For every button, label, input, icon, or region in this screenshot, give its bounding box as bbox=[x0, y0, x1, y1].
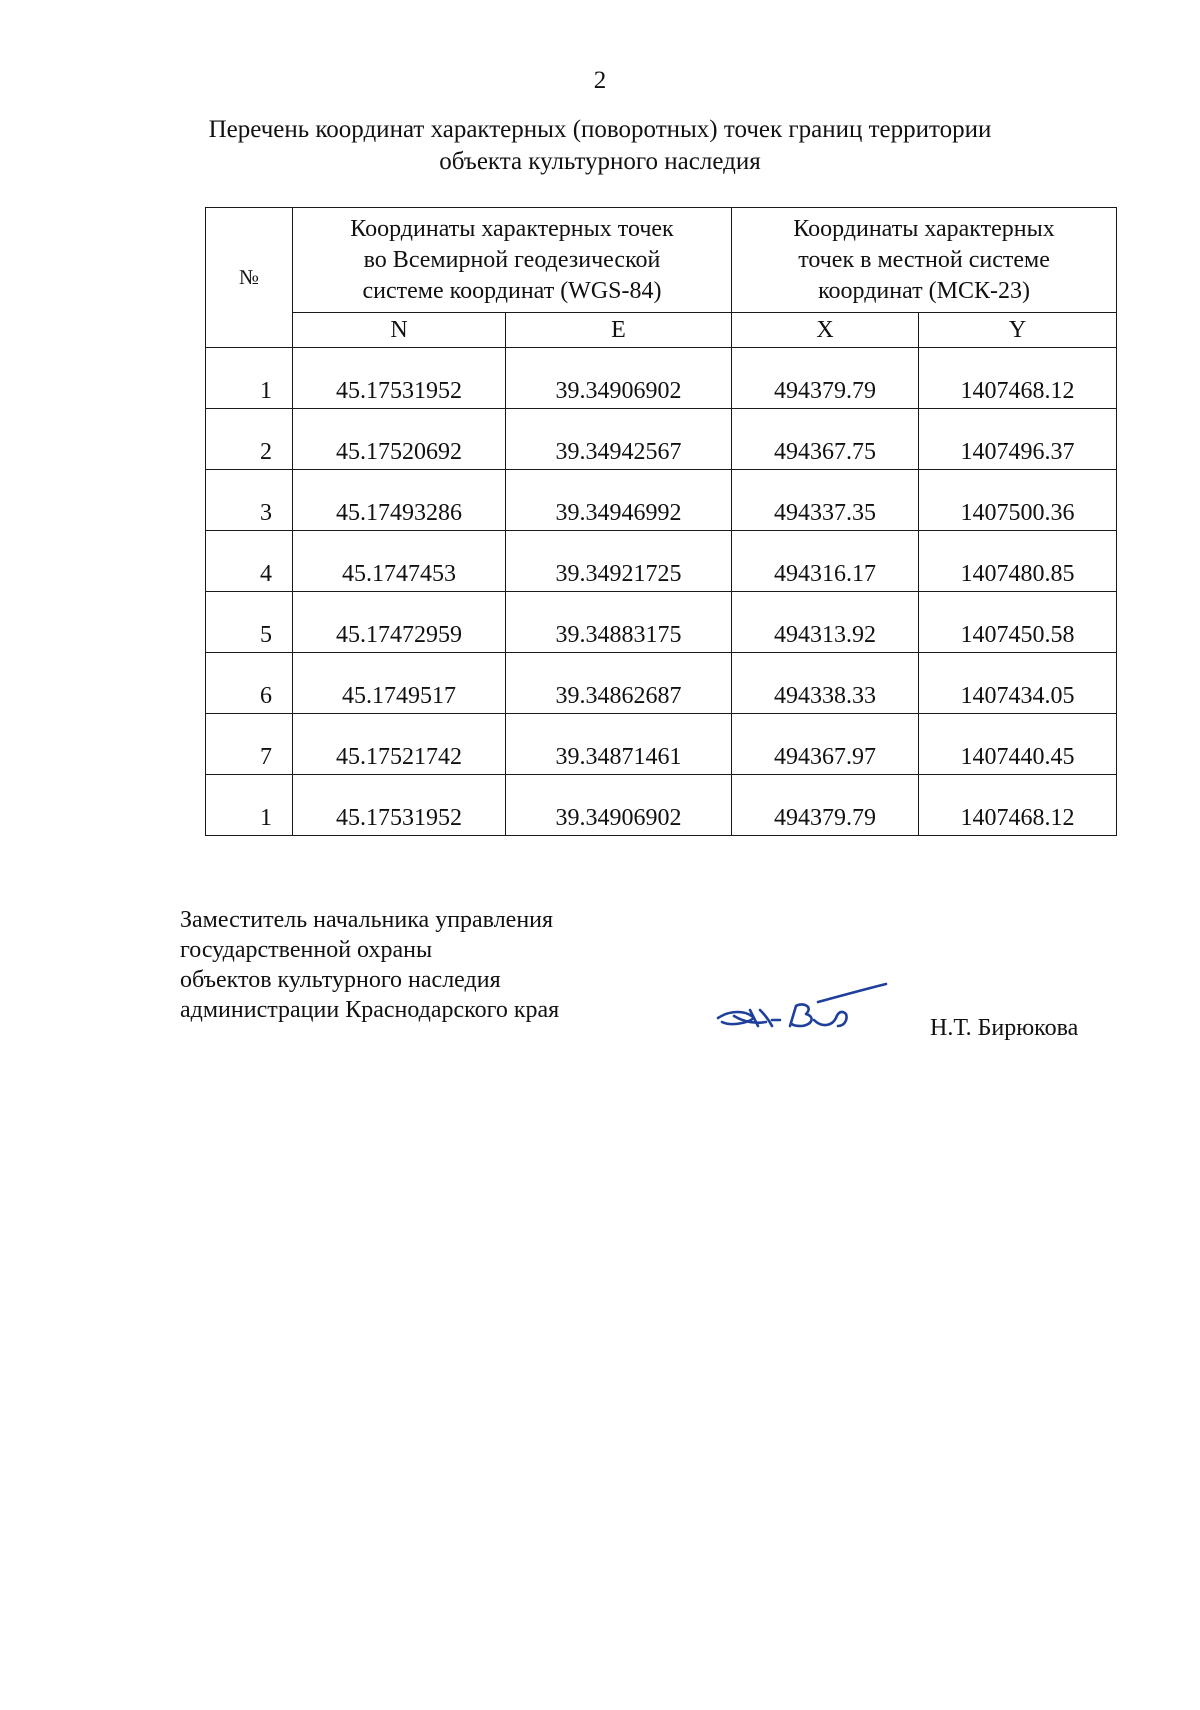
cell-x: 494367.75 bbox=[732, 409, 919, 470]
cell-n: 45.1747453 bbox=[293, 531, 506, 592]
coordinates-table bbox=[205, 207, 1117, 836]
cell-n: 45.17531952 bbox=[293, 348, 506, 409]
header-number: № bbox=[206, 208, 293, 348]
signer-name: Н.Т. Бирюкова bbox=[930, 1015, 1079, 1041]
cell-x: 494379.79 bbox=[732, 348, 919, 409]
document-title bbox=[150, 114, 1050, 178]
cell-e: 39.34906902 bbox=[506, 775, 732, 836]
title-line-1: Перечень координат характерных (поворотных) точек границ территории bbox=[208, 116, 992, 143]
cell-y: 1407468.12 bbox=[919, 775, 1117, 836]
header-wgs84-line-1: Координаты характерных точек bbox=[350, 215, 674, 242]
table-row bbox=[206, 531, 1117, 592]
cell-x: 494337.35 bbox=[732, 470, 919, 531]
cell-e: 39.34921725 bbox=[506, 531, 732, 592]
cell-y: 1407496.37 bbox=[919, 409, 1117, 470]
signature-stroke-1 bbox=[718, 1012, 766, 1024]
table-row bbox=[206, 775, 1117, 836]
cell-point-number: 2 bbox=[206, 409, 293, 470]
subheader-y: Y bbox=[919, 313, 1117, 348]
cell-e: 39.34946992 bbox=[506, 470, 732, 531]
subheader-x: X bbox=[732, 313, 919, 348]
header-msk23-line-1: Координаты характерных bbox=[793, 215, 1055, 242]
handwritten-signature bbox=[710, 980, 890, 1040]
table-row bbox=[206, 653, 1117, 714]
cell-point-number: 3 bbox=[206, 470, 293, 531]
table-row bbox=[206, 348, 1117, 409]
cell-x: 494379.79 bbox=[732, 775, 919, 836]
signatory-position bbox=[180, 905, 700, 1025]
position-line-1: Заместитель начальника управления bbox=[180, 907, 554, 933]
cell-e: 39.34871461 bbox=[506, 714, 732, 775]
cell-y: 1407434.05 bbox=[919, 653, 1117, 714]
table-row bbox=[206, 409, 1117, 470]
position-line-4: администрации Краснодарского края bbox=[180, 997, 560, 1023]
header-msk23 bbox=[732, 208, 1117, 313]
cell-e: 39.34883175 bbox=[506, 592, 732, 653]
signature-stroke-4 bbox=[790, 1004, 812, 1026]
cell-y: 1407440.45 bbox=[919, 714, 1117, 775]
cell-point-number: 6 bbox=[206, 653, 293, 714]
cell-n: 45.17531952 bbox=[293, 775, 506, 836]
subheader-n: N bbox=[293, 313, 506, 348]
cell-x: 494316.17 bbox=[732, 531, 919, 592]
header-wgs84 bbox=[293, 208, 732, 313]
cell-y: 1407500.36 bbox=[919, 470, 1117, 531]
cell-y: 1407480.85 bbox=[919, 531, 1117, 592]
table-row bbox=[206, 470, 1117, 531]
cell-point-number: 5 bbox=[206, 592, 293, 653]
header-wgs84-line-3: системе координат (WGS-84) bbox=[362, 277, 662, 304]
position-line-2: государственной охраны bbox=[180, 937, 433, 963]
cell-point-number: 1 bbox=[206, 348, 293, 409]
position-line-3: объектов культурного наследия bbox=[180, 967, 501, 993]
cell-n: 45.1749517 bbox=[293, 653, 506, 714]
table-row bbox=[206, 592, 1117, 653]
cell-point-number: 7 bbox=[206, 714, 293, 775]
signature-stroke-5 bbox=[814, 1012, 847, 1026]
cell-n: 45.17472959 bbox=[293, 592, 506, 653]
cell-x: 494338.33 bbox=[732, 653, 919, 714]
cell-n: 45.17493286 bbox=[293, 470, 506, 531]
cell-x: 494313.92 bbox=[732, 592, 919, 653]
cell-x: 494367.97 bbox=[732, 714, 919, 775]
header-msk23-line-3: координат (МСК-23) bbox=[818, 277, 1030, 304]
signature-stroke-6 bbox=[818, 984, 886, 1002]
cell-e: 39.34942567 bbox=[506, 409, 732, 470]
cell-e: 39.34862687 bbox=[506, 653, 732, 714]
signature-strokes bbox=[718, 984, 886, 1026]
cell-n: 45.17520692 bbox=[293, 409, 506, 470]
table-row bbox=[206, 714, 1117, 775]
title-line-2: объекта культурного наследия bbox=[439, 148, 761, 175]
cell-y: 1407450.58 bbox=[919, 592, 1117, 653]
cell-n: 45.17521742 bbox=[293, 714, 506, 775]
header-msk23-line-2: точек в местной системе bbox=[798, 246, 1050, 273]
header-wgs84-line-2: во Всемирной геодезической bbox=[363, 246, 661, 273]
subheader-e: E bbox=[506, 313, 732, 348]
page-number: 2 bbox=[593, 67, 607, 94]
cell-y: 1407468.12 bbox=[919, 348, 1117, 409]
cell-e: 39.34906902 bbox=[506, 348, 732, 409]
cell-point-number: 4 bbox=[206, 531, 293, 592]
cell-point-number: 1 bbox=[206, 775, 293, 836]
